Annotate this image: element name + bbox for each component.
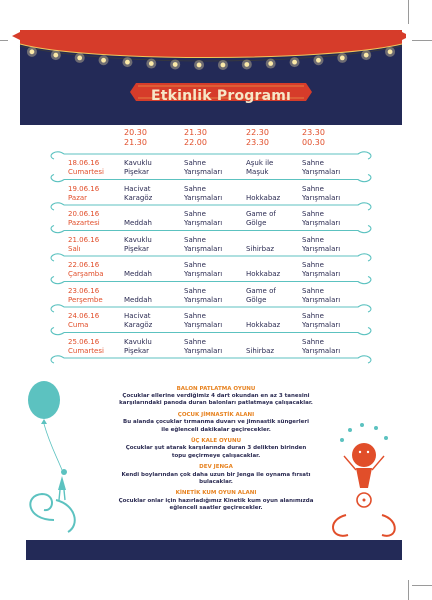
activity-description: eğlenceli saatler geçirecekler.	[169, 504, 263, 511]
table-cell: Sahne Yarışmaları	[302, 286, 341, 304]
page-title: Etkinlik Programı	[150, 88, 292, 104]
table-cell: Meddah	[124, 295, 152, 304]
crop-mark	[412, 40, 432, 41]
table-cell: Aşuk ile Maşuk	[246, 159, 274, 176]
activity-description: Çocuklar şut atarak karşılarında duran 3 delikten birinden	[125, 445, 307, 452]
table-cell: Kavuklu Pişekar	[124, 337, 152, 355]
table-cell: Sahne Yarışmaları	[302, 159, 341, 176]
table-cell: Sahne Yarışmaları	[184, 159, 223, 176]
table-cell: Sahne Yarışmaları	[302, 337, 341, 355]
table-cell: Meddah	[124, 270, 152, 278]
crop-mark	[412, 585, 432, 586]
activity-description: ile eğlenceli dakikalar geçirecekler.	[161, 426, 271, 433]
row-date: 25.06.16 Cumartesi	[68, 337, 104, 355]
time-slot-2: 21.30 22.00	[184, 128, 207, 147]
row-date: 20.06.16 Pazartesi	[68, 210, 100, 227]
time-slot-1: 20.30 21.30	[124, 128, 147, 147]
time-slot-3: 22.30 23.30	[246, 128, 269, 147]
table-cell: Sahne Yarışmaları	[302, 261, 341, 278]
row-date: 21.06.16 Salı	[68, 235, 100, 253]
table-cell: Meddah	[124, 219, 152, 227]
activity-description: Çocuklar ellerine verdiğimiz 4 dart okundan en az 3 tanesini	[122, 393, 310, 400]
table-cell: Hacivat Karagöz	[124, 184, 153, 202]
table-cell: Sahne Yarışmaları	[302, 210, 341, 227]
balloon-girl-icon	[28, 381, 75, 532]
juggler-unicycle-icon	[333, 423, 395, 536]
time-slot-4: 23.30 00.30	[302, 128, 325, 147]
activity-description: Çocuklar onlar için hazırladığımız Kinetik kum oyun alanımızda	[118, 497, 314, 504]
table-cell: Game of Gölge	[246, 286, 276, 304]
row-date: 24.06.16 Cuma	[68, 312, 100, 329]
activity-description: Kendi boylarından çok daha uzun bir Jenga ile oynama fırsatı	[121, 471, 311, 478]
activity-heading: DEV JENGA	[199, 464, 233, 471]
activity-description: bulacaklar.	[199, 478, 233, 485]
table-cell: Sahne Yarışmaları	[302, 312, 341, 329]
table-cell: Sahne Yarışmaları	[184, 286, 223, 304]
table-cell: Hokkabaz	[246, 193, 281, 202]
activity-heading: KİNETİK KUM OYUN ALANI	[175, 490, 257, 497]
table-cell: Sahne Yarışmaları	[302, 184, 341, 202]
table-cell: Hokkabaz	[246, 270, 281, 278]
crop-mark	[408, 580, 409, 600]
table-cell: Hokkabaz	[246, 321, 281, 329]
table-cell: Sahne Yarışmaları	[184, 312, 223, 329]
table-cell: Sahne Yarışmaları	[184, 261, 223, 278]
crop-mark	[0, 40, 8, 41]
activity-description: Bu alanda çocuklar tırmanma duvarı ve jimnastik süngerleri	[123, 419, 309, 426]
table-cell: Sahne Yarışmaları	[184, 337, 223, 355]
table-cell: Sahne Yarışmaları	[184, 184, 223, 202]
table-cell: Hacivat Karagöz	[124, 312, 153, 329]
activity-heading: ÇOCUK JİMNASTİK ALANI	[177, 412, 255, 419]
activity-heading: BALON PATLATMA OYUNU	[176, 386, 256, 392]
program-sheet	[6, 0, 406, 600]
activity-description: topu geçirmeye çalışacaklar.	[171, 452, 261, 459]
table-cell: Sihirbaz	[246, 346, 275, 355]
row-date: 23.06.16 Perşembe	[68, 286, 103, 304]
table-cell: Kavuklu Pişekar	[124, 159, 152, 176]
table-cell: Sahne Yarışmaları	[184, 235, 223, 253]
table-cell: Kavuklu Pişekar	[124, 235, 152, 253]
row-date: 22.06.16 Çarşamba	[68, 261, 104, 278]
activity-heading: ÜÇ KALE OYUNU	[190, 438, 242, 445]
table-cell: Sahne Yarışmaları	[302, 235, 341, 253]
row-date: 18.06.16 Cumartesi	[68, 159, 104, 176]
illustrations	[6, 0, 406, 600]
table-cell: Sahne Yarışmaları	[184, 210, 223, 227]
row-date: 19.06.16 Pazar	[68, 184, 100, 202]
table-cell: Game of Gölge	[246, 210, 276, 227]
crop-mark	[408, 0, 409, 24]
table-cell: Sihirbaz	[246, 244, 275, 253]
activity-description: karşılarındaki panoda duran balonları patlatmaya çalışacaklar.	[119, 400, 313, 407]
